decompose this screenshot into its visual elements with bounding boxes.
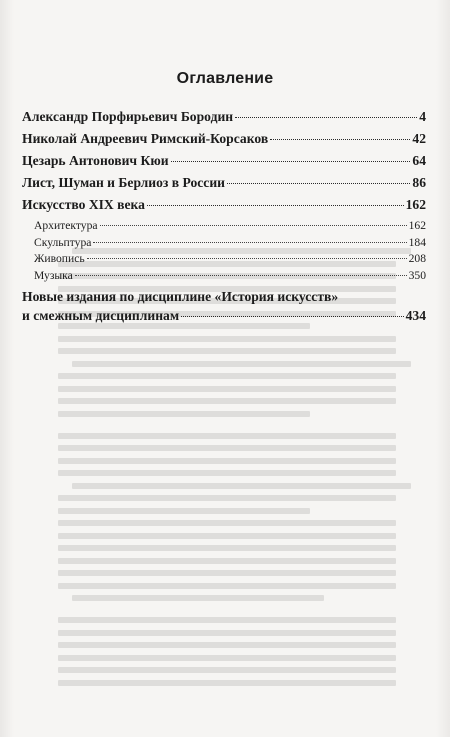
show-through-line — [58, 398, 396, 404]
show-through-line — [72, 595, 324, 601]
toc-subentry-page: 162 — [408, 219, 426, 232]
toc-entry-title: Искусство XIX века — [22, 197, 145, 212]
toc-entry-page: 64 — [412, 153, 426, 168]
dot-leader — [171, 161, 411, 162]
show-through-line — [58, 520, 396, 526]
show-through-line — [58, 508, 310, 514]
toc-subentry-page: 350 — [408, 268, 426, 282]
toc-entry-page: 42 — [412, 131, 426, 146]
toc-subentry-page: 208 — [408, 252, 426, 265]
toc-subentry-page: 184 — [408, 235, 426, 249]
show-through-line — [58, 667, 396, 673]
show-through-line — [58, 617, 396, 623]
show-through-line — [58, 348, 396, 354]
toc-entry-title: Александр Порфирьевич Бородин — [22, 109, 234, 124]
show-through-line — [58, 545, 396, 551]
toc-entry-title: Николай Андреевич Римский-Корсаков — [22, 131, 269, 146]
toc-entry-title: Лист, Шуман и Берлиоз в России — [22, 175, 226, 190]
show-through-line — [58, 630, 396, 636]
toc-entry-page: 86 — [412, 175, 426, 190]
toc-entry-title-line2: и смежным дисциплинам — [22, 308, 180, 323]
show-through-line — [72, 483, 410, 489]
dot-leader — [270, 139, 410, 140]
show-through-line — [58, 558, 396, 564]
show-through-line — [58, 495, 396, 501]
toc-entry-page: 162 — [405, 197, 426, 212]
toc-entry-liszt-schumann-berlioz[interactable] — [22, 174, 426, 196]
toc-entry-title-line1: Новые издания по дисциплине «История искусств» — [22, 289, 339, 304]
toc-entry-new-editions[interactable] — [22, 288, 426, 327]
show-through-line — [58, 445, 396, 451]
toc-subentry-title: Скульптура — [34, 235, 92, 249]
toc-subentry-title: Архитектура — [34, 219, 98, 232]
show-through-line — [58, 570, 396, 576]
table-of-contents — [22, 108, 426, 327]
toc-subentry-title: Живопись — [34, 252, 85, 265]
show-through-line — [58, 655, 396, 661]
toc-subentry-painting[interactable] — [22, 251, 426, 268]
show-through-line — [58, 533, 396, 539]
toc-subentry-sculpture[interactable] — [22, 235, 426, 252]
dot-leader — [75, 275, 407, 276]
dot-leader — [87, 258, 407, 259]
show-through-line — [58, 680, 396, 686]
dot-leader — [235, 117, 417, 118]
show-through-line — [58, 458, 396, 464]
dot-leader — [100, 225, 407, 226]
toc-subentry-architecture[interactable] — [22, 218, 426, 235]
toc-entry-page: 434 — [405, 308, 426, 323]
toc-entry-borodin[interactable] — [22, 108, 426, 130]
toc-entry-cui[interactable] — [22, 152, 426, 174]
show-through-line — [58, 470, 396, 476]
dot-leader — [227, 183, 410, 184]
show-through-line — [58, 411, 310, 417]
toc-entry-page: 4 — [419, 109, 426, 124]
toc-subentry-title: Музыка — [34, 268, 73, 282]
show-through-line — [72, 361, 410, 367]
show-through-line — [58, 373, 396, 379]
toc-entry-title: Цезарь Антонович Кюи — [22, 153, 169, 168]
dot-leader — [181, 316, 404, 317]
show-through-line — [58, 583, 396, 589]
page-title: Оглавление — [176, 70, 274, 87]
dot-leader — [147, 205, 404, 206]
show-through-line — [58, 642, 396, 648]
show-through-line — [58, 433, 396, 439]
toc-entry-art-19th-century[interactable] — [22, 196, 426, 218]
show-through-line — [58, 336, 396, 342]
toc-entry-rimsky-korsakov[interactable] — [22, 130, 426, 152]
toc-subentry-music[interactable] — [22, 268, 426, 285]
show-through-line — [58, 386, 396, 392]
dot-leader — [93, 242, 406, 243]
